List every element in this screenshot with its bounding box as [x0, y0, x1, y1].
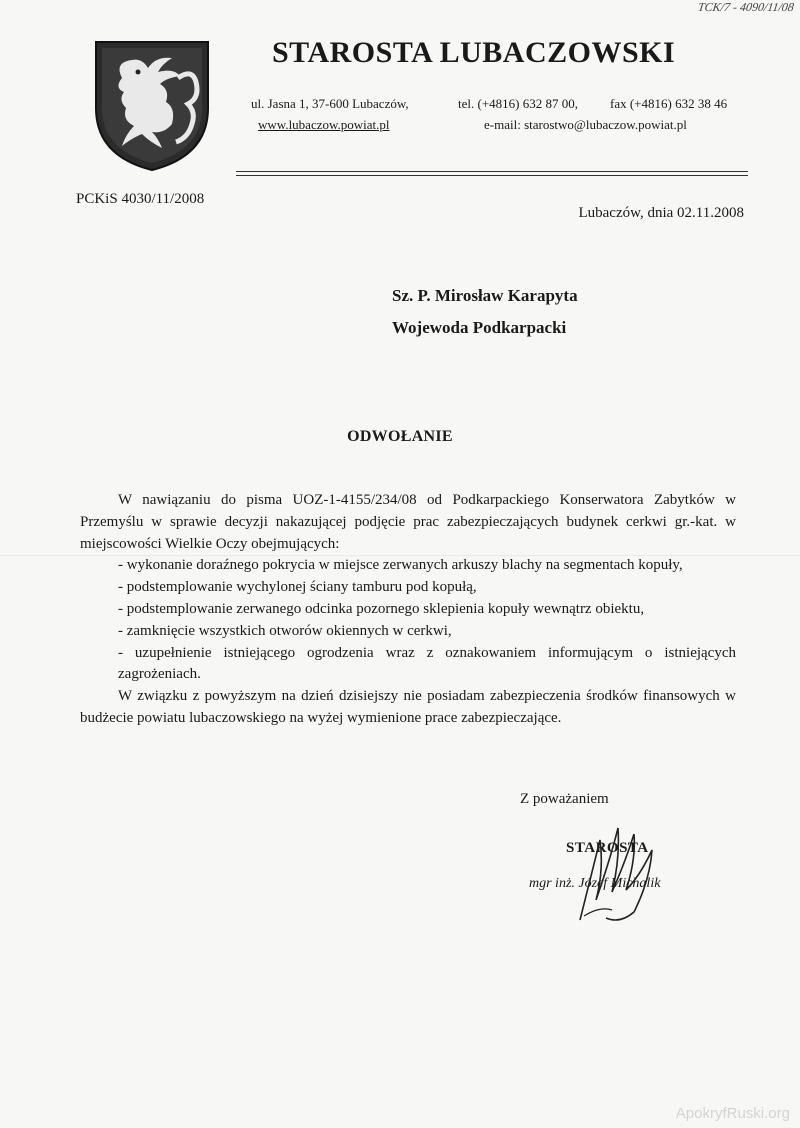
list-item: - zamknięcie wszystkich otworów okiennych w cerkwi, [118, 622, 452, 639]
letter-body [80, 490, 736, 730]
issuer-email: e-mail: starostwo@lubaczow.powiat.pl [484, 117, 687, 132]
issuer-phone: tel. (+4816) 632 87 00, [458, 96, 578, 111]
header-divider-secondary [236, 175, 748, 176]
document-reference: PCKiS 4030/11/2008 [76, 191, 205, 207]
site-watermark: ApokryfRuski.org [675, 1105, 790, 1122]
addressee-name: Sz. P. Mirosław Karapyta [392, 286, 578, 305]
closing-greeting: Z poważaniem [520, 791, 609, 807]
signatory-title: STAROSTA [566, 840, 649, 856]
list-item: - podstemplowanie zerwanego odcinka pozornego sklepienia kopuły wewnątrz obiektu, [118, 600, 645, 617]
handwritten-signature-icon [560, 820, 670, 930]
addressee-office: Wojewoda Podkarpacki [392, 318, 567, 337]
list-item: - uzupełnienie istniejącego ogrodzenia wraz z oznakowaniem informującym o istniejących zagrożeniach. [118, 644, 736, 683]
list-item: - wykonanie doraźnego pokrycia w miejsce zerwanych arkuszy blachy na segmentach kopuły, [118, 557, 683, 574]
issuer-fax: fax (+4816) 632 38 46 [610, 96, 728, 111]
issuer-website-link[interactable]: www.lubaczow.powiat.pl [258, 117, 390, 132]
place-and-date: Lubaczów, dnia 02.11.2008 [578, 205, 744, 221]
griffin-crest-icon [92, 38, 212, 174]
issuer-address: ul. Jasna 1, 37-600 Lubaczów, [251, 96, 409, 111]
body-conclusion-paragraph: W związku z powyższym na dzień dzisiejszy nie posiadam zabezpieczenia środków finansowych w budżecie powiatu lubaczowskiego na wyżej wymienione prace zabezpieczające. [80, 688, 736, 726]
document-heading: ODWOŁANIE [347, 428, 453, 445]
issuer-title: STAROSTA LUBACZOWSKI [272, 36, 676, 69]
signatory-name: mgr inż. Józef Michalik [529, 876, 661, 891]
body-intro-paragraph: W nawiązaniu do pisma UOZ-1-4155/234/08 od Podkarpackiego Konserwatora Zabytków w Przemyślu w sprawie decyzji nakazującej podjęcie prac zabezpieczających budynek cerkwi gr.-kat. w miejscowości Wielkie Oczy obejmujących: [80, 492, 736, 552]
handwritten-registry-note: TCK/7 - 4090/11/08 [697, 0, 796, 14]
header-divider [236, 171, 748, 172]
list-item: - podstemplowanie wychylonej ściany tamburu pod kopułą, [118, 579, 477, 596]
